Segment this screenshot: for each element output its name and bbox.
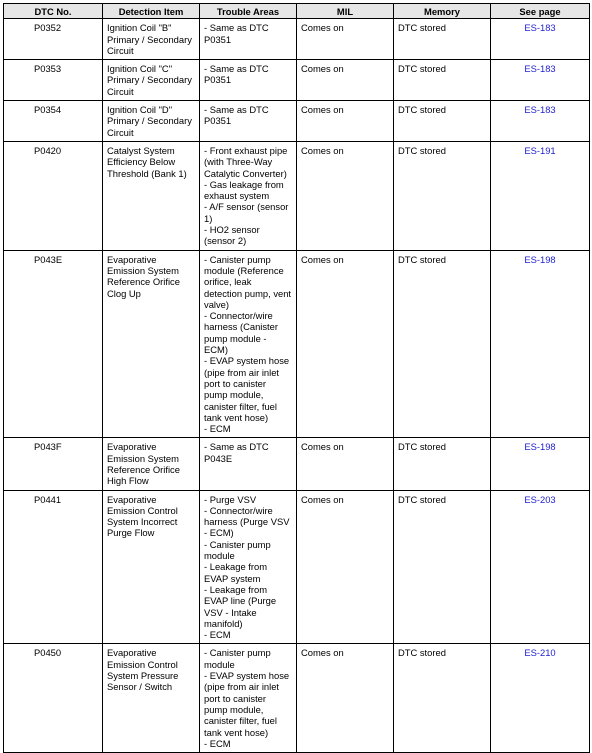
table-row bbox=[4, 19, 590, 60]
trouble-area-line: - Leakage from EVAP line (Purge VSV - Intake manifold) bbox=[204, 583, 277, 629]
dtc-code: P0441 bbox=[4, 490, 103, 644]
see-page-link[interactable]: ES-191 bbox=[491, 141, 590, 250]
detection-item: Evaporative Emission System Reference Orifice Clog Up bbox=[103, 250, 200, 438]
dtc-code: P0354 bbox=[4, 101, 103, 142]
trouble-areas bbox=[200, 644, 297, 753]
trouble-areas bbox=[200, 438, 297, 490]
trouble-area-line: - Gas leakage from exhaust system bbox=[204, 178, 284, 202]
header-memory: Memory bbox=[394, 4, 491, 19]
header-dtc-no: DTC No. bbox=[4, 4, 103, 19]
header-row bbox=[4, 4, 590, 19]
trouble-area-line: - Connector/wire harness (Canister pump module - ECM) bbox=[204, 310, 278, 356]
dtc-code: P0353 bbox=[4, 60, 103, 101]
trouble-area-line: - ECM bbox=[204, 737, 231, 749]
trouble-areas bbox=[200, 60, 297, 101]
trouble-area-line: - Canister pump module bbox=[204, 647, 271, 670]
dtc-table bbox=[3, 3, 590, 753]
memory-status: DTC stored bbox=[394, 141, 491, 250]
trouble-area-line: - EVAP system hose (pipe from air inlet port to canister pump module, canister filter, fuel tank vent hose) bbox=[204, 355, 290, 423]
see-page-link[interactable]: ES-203 bbox=[491, 490, 590, 644]
memory-status: DTC stored bbox=[394, 438, 491, 490]
trouble-areas bbox=[200, 19, 297, 60]
trouble-area-line: - Same as DTC P0351 bbox=[204, 22, 269, 45]
dtc-code: P0352 bbox=[4, 19, 103, 60]
table-row bbox=[4, 101, 590, 142]
memory-status: DTC stored bbox=[394, 490, 491, 644]
trouble-area-line: - A/F sensor (sensor 1) bbox=[204, 201, 289, 224]
table-row bbox=[4, 644, 590, 753]
memory-status: DTC stored bbox=[394, 60, 491, 101]
detection-item: Evaporative Emission Control System Incorrect Purge Flow bbox=[103, 490, 200, 644]
trouble-areas bbox=[200, 141, 297, 250]
mil-status: Comes on bbox=[297, 60, 394, 101]
detection-item: Evaporative Emission Control System Pressure Sensor / Switch bbox=[103, 644, 200, 753]
trouble-area-line: - Connector/wire harness (Purge VSV - ECM) bbox=[204, 504, 290, 539]
trouble-areas bbox=[200, 101, 297, 142]
detection-item: Evaporative Emission System Reference Orifice High Flow bbox=[103, 438, 200, 490]
memory-status: DTC stored bbox=[394, 644, 491, 753]
detection-item: Ignition Coil "B" Primary / Secondary Circuit bbox=[103, 19, 200, 60]
see-page-link[interactable]: ES-183 bbox=[491, 101, 590, 142]
trouble-area-line: - Same as DTC P043E bbox=[204, 441, 269, 464]
dtc-code: P043E bbox=[4, 250, 103, 438]
mil-status: Comes on bbox=[297, 141, 394, 250]
table-row bbox=[4, 490, 590, 644]
trouble-area-line: - ECM bbox=[204, 629, 231, 641]
trouble-area-line: - EVAP system hose (pipe from air inlet port to canister pump module, canister filter, fuel tank vent hose) bbox=[204, 670, 290, 738]
mil-status: Comes on bbox=[297, 250, 394, 438]
mil-status: Comes on bbox=[297, 438, 394, 490]
dtc-code: P0420 bbox=[4, 141, 103, 250]
mil-status: Comes on bbox=[297, 490, 394, 644]
header-detection-item: Detection Item bbox=[103, 4, 200, 19]
memory-status: DTC stored bbox=[394, 19, 491, 60]
trouble-area-line: - Purge VSV bbox=[204, 493, 257, 505]
header-trouble-areas: Trouble Areas bbox=[200, 4, 297, 19]
table-row bbox=[4, 141, 590, 250]
header-see-page: See page bbox=[491, 4, 590, 19]
trouble-area-line: - Canister pump module bbox=[204, 538, 271, 562]
trouble-area-line: - ECM bbox=[204, 423, 231, 435]
header-mil: MIL bbox=[297, 4, 394, 19]
trouble-areas bbox=[200, 250, 297, 438]
see-page-link[interactable]: ES-198 bbox=[491, 250, 590, 438]
mil-status: Comes on bbox=[297, 644, 394, 753]
table-row bbox=[4, 60, 590, 101]
trouble-area-line: - Same as DTC P0351 bbox=[204, 104, 269, 127]
memory-status: DTC stored bbox=[394, 250, 491, 438]
see-page-link[interactable]: ES-183 bbox=[491, 60, 590, 101]
detection-item: Ignition Coil "C" Primary / Secondary Circuit bbox=[103, 60, 200, 101]
dtc-code: P0450 bbox=[4, 644, 103, 753]
mil-status: Comes on bbox=[297, 101, 394, 142]
table-row bbox=[4, 438, 590, 490]
detection-item: Ignition Coil "D" Primary / Secondary Circuit bbox=[103, 101, 200, 142]
see-page-link[interactable]: ES-198 bbox=[491, 438, 590, 490]
table-row bbox=[4, 250, 590, 438]
mil-status: Comes on bbox=[297, 19, 394, 60]
trouble-areas bbox=[200, 490, 297, 644]
detection-item: Catalyst System Efficiency Below Threshold (Bank 1) bbox=[103, 141, 200, 250]
dtc-table-container bbox=[3, 3, 590, 753]
dtc-code: P043F bbox=[4, 438, 103, 490]
trouble-area-line: - Same as DTC P0351 bbox=[204, 63, 269, 86]
see-page-link[interactable]: ES-210 bbox=[491, 644, 590, 753]
see-page-link[interactable]: ES-183 bbox=[491, 19, 590, 60]
trouble-area-line: - Canister pump module (Reference orifice, leak detection pump, vent valve) bbox=[204, 253, 292, 310]
trouble-area-line: - Leakage from EVAP system bbox=[204, 561, 268, 584]
trouble-area-line: - Front exhaust pipe (with Three-Way Catalytic Converter) bbox=[204, 144, 288, 179]
memory-status: DTC stored bbox=[394, 101, 491, 142]
trouble-area-line: - HO2 sensor (sensor 2) bbox=[204, 224, 260, 247]
